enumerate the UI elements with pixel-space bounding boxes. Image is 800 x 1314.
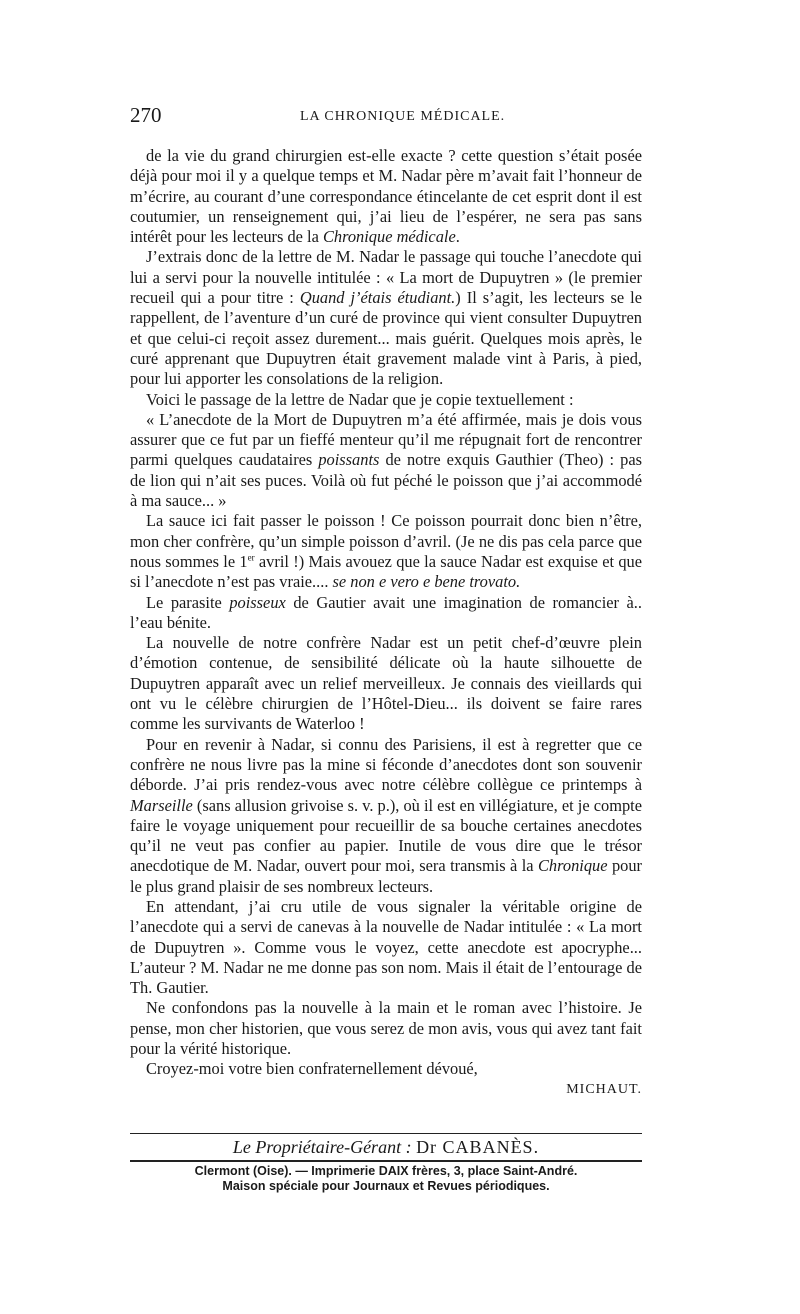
paragraph: Ne confondons pas la nouvelle à la main et le roman avec l’histoire. Je pense, mon cher historien, que vous serez de mon avis, vous qui avez tant fait pour la vérité historique. (130, 998, 642, 1059)
paragraph: de la vie du grand chirurgien est-elle exacte ? cette question s’était posée déjà pour moi il y a quelque temps et M. Nadar père m’avait fait l’honneur de m’écrire, au courant d’une correspondance étincelante de cet esprit dont il est coutumier, un renseignement qui, j’ai lieu de l’espérer, ne sera pas sans intérêt pour les lecteurs de la Chronique médicale. (130, 146, 642, 247)
paragraph: La nouvelle de notre confrère Nadar est un petit chef-d’œuvre plein d’émotion contenue, de sensibilité délicate où la haute silhouette de Dupuytren apparaît avec un relief merveilleux. Je connais des vieillards qui ont vu le célèbre chirurgien de l’Hôtel-Dieu... ils doivent se faire rares comme les survivants de Waterloo ! (130, 633, 642, 734)
closing-line: Croyez-moi votre bien confraternellement dévoué, (146, 1059, 478, 1079)
proprietor-label: Le Propriétaire-Gérant : (232, 1137, 412, 1157)
paragraph: La sauce ici fait passer le poisson ! Ce poisson pourrait donc bien n’être, mon cher confrère, qu’un simple poisson d’avril. (Je ne dis pas cela parce que nous sommes le 1er avril !) Mais avouez que la sauce Nadar est exquise et que si l’anecdote n’est pas vraie.... se non e vero e bene trovato. (130, 511, 642, 592)
paragraph: J’extrais donc de la lettre de M. Nadar le passage qui touche l’anecdote qui lui a servi pour la nouvelle intitulée : « La mort de Dupuytren » (le premier recueil qui a pour titre : Quand j’étais étudiant.) Il s’agit, les lecteurs se le rappellent, de l’aventure d’un curé de province qui vient consulter Dupuytren et que celui-ci reçoit assez durement... mais guérit. Quelques mois après, le curé apprenant que Dupuytren était gravement malade vint à Paris, à pied, pour lui apporter les consolations de la religion. (130, 247, 642, 389)
paragraph: Voici le passage de la lettre de Nadar que je copie textuellement : (146, 389, 574, 409)
page-number: 270 (130, 103, 162, 127)
imprint-line: Maison spéciale pour Journaux et Revues périodiques. (222, 1179, 550, 1193)
page-header (130, 103, 642, 129)
running-title: LA CHRONIQUE MÉDICALE. (300, 109, 506, 124)
divider-rule (130, 1133, 642, 1134)
article-body (130, 146, 642, 1100)
printer-imprint (130, 1164, 642, 1194)
paragraph: Pour en revenir à Nadar, si connu des Parisiens, il est à regretter que ce confrère ne nous livre pas la mine si féconde d’anecdotes dont son souvenir déborde. J’ai pris rendez-vous avec notre célèbre collègue ce printemps à Marseille (sans allusion grivoise s. v. p.), où il est en villégiature, et je compte faire le voyage uniquement pour recueillir de sa bouche certaines anecdotes qu’il ne veut pas confier au papier. Inutile de vous dire que le trésor anecdotique de M. Nadar, ouvert pour moi, sera transmis à la Chronique pour le plus grand plaisir de ses nombreux lecteurs. (130, 734, 642, 896)
divider-rule (130, 1160, 642, 1162)
paragraph: Le parasite poisseux de Gautier avait une imagination de romancier à.. l’eau bénite. (130, 592, 643, 632)
proprietor-name: Dr CABANÈS. (416, 1137, 540, 1157)
quote-paragraph: « L’anecdote de la Mort de Dupuytren m’a été affirmée, mais je dois vous assurer que ce fut par un fieffé menteur qu’il me répugnait fort de rencontrer parmi quelques caudataires poissants de notre exquis Gauthier (Theo) : pas de lion qui n’ait ses puces. Voilà où fut péché le poisson que j’ai accommodé à ma sauce... » (130, 409, 643, 511)
imprint-line: Clermont (Oise). — Imprimerie DAIX frères, 3, place Saint-André. (194, 1164, 578, 1178)
author-signature: MICHAUT. (566, 1081, 642, 1097)
proprietor-line (130, 1136, 642, 1158)
paragraph: En attendant, j’ai cru utile de vous signaler la véritable origine de l’anecdote qui a servi de canevas à la nouvelle de Nadar intitulée : « La mort de Dupuytren ». Comme vous le voyez, cette anecdote est apocryphe... L’auteur ? M. Nadar ne me donne pas son nom. Mais il était de l’entourage de Th. Gautier. (130, 896, 642, 998)
